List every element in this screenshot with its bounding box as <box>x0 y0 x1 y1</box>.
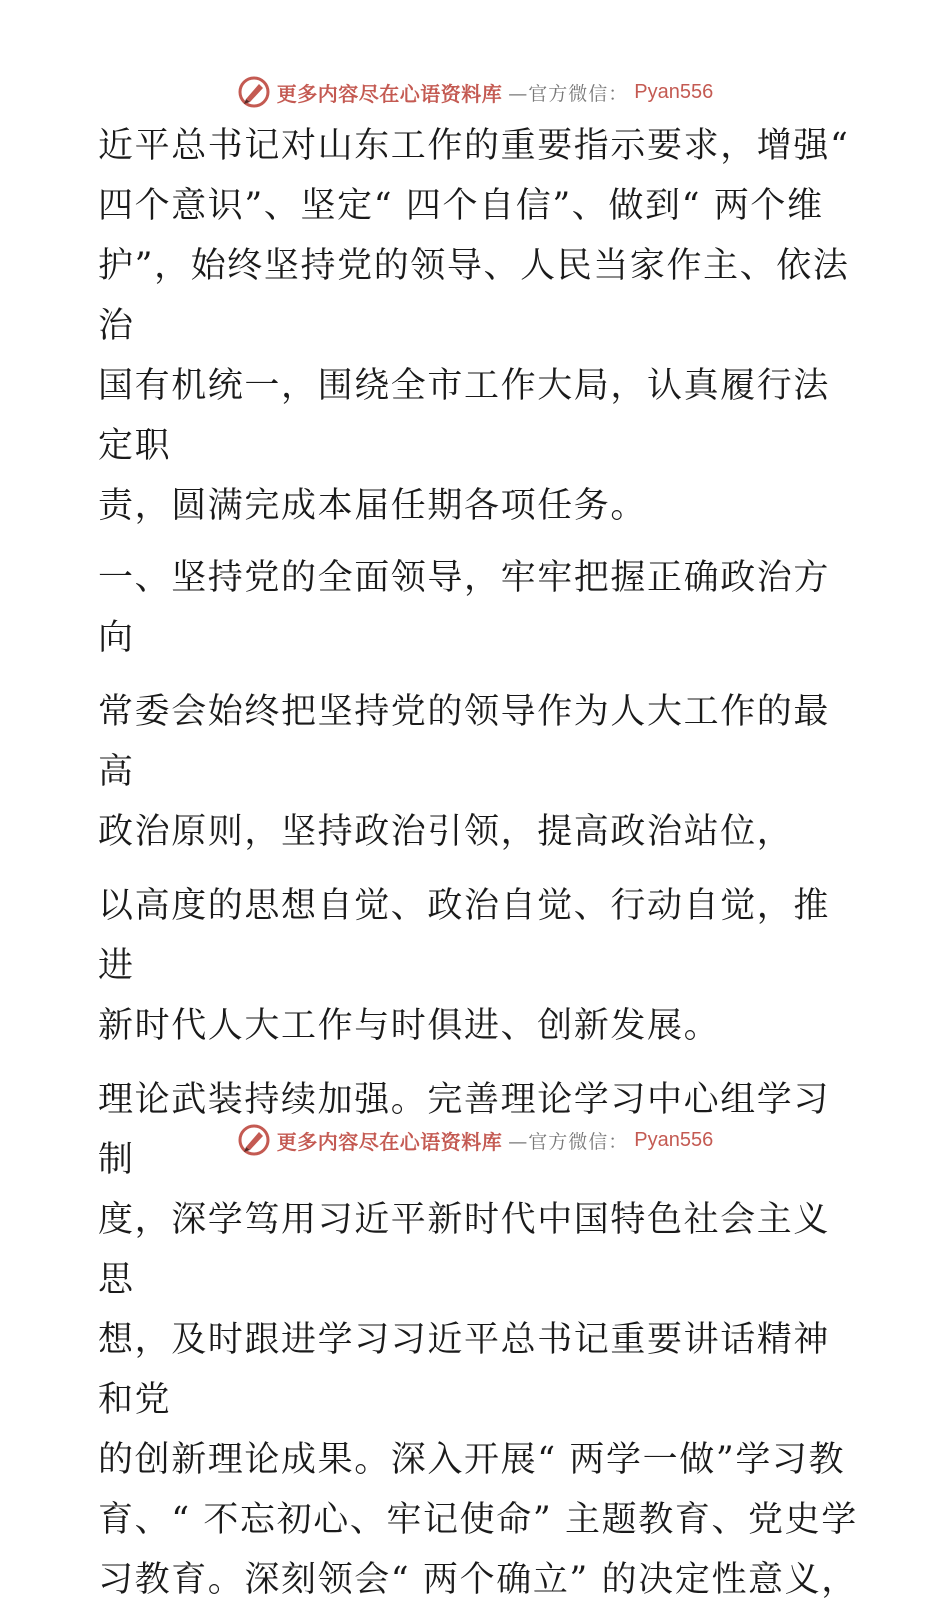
paragraph-party-leadership: 常委会始终把坚持党的领导作为人大工作的最高 政治原则，坚持政治引领，提高政治站位， <box>98 692 831 852</box>
banner-wechat-label: —官方微信： <box>508 82 629 105</box>
header-banner <box>0 70 950 114</box>
pen-circle-logo-icon <box>237 75 271 109</box>
footer-banner-title: 更多内容尽在心语资料库 <box>276 1129 503 1154</box>
banner-title: 更多内容尽在心语资料库 <box>276 81 503 106</box>
footer-banner-wechat-label: —官方微信： <box>508 1130 629 1153</box>
banner-wechat-id: Pyan556 <box>634 80 714 103</box>
paragraph-theory-study: 理论武装持续加强。完善理论学习中心组学习制 度，深学笃用习近平新时代中国特色社会主义思 想，及时跟进学习习近平总书记重要讲话精神和党 的创新理论成果。深入开展“ 两学一做”学习教 育、“ 不忘初心、牢记使命” 主题教育、党史学 习教育。深刻领会“ 两个确立” 的决定性意义， <box>98 1080 858 1600</box>
pen-circle-logo-icon <box>237 1123 271 1157</box>
paragraph-intro: 近平总书记对山东工作的重要指示要求，增强“ 四个意识”、坚定“ 四个自信”、做到“ 两个维 护”，始终坚持党的领导、人民当家作主、依法治 国有机统一，围绕全市工作大局，认真履行法定职 责，圆满完成本届任期各项任务。 <box>98 126 850 526</box>
section-heading: 一、坚持党的全面领导，牢牢把握正确政治方向 <box>98 558 831 658</box>
footer-banner-wechat-id: Pyan556 <box>634 1128 714 1151</box>
footer-banner <box>0 1118 950 1162</box>
document-body <box>98 116 858 1610</box>
paragraph-consciousness: 以高度的思想自觉、政治自觉、行动自觉，推进 新时代人大工作与时俱进、创新发展。 <box>98 886 831 1046</box>
